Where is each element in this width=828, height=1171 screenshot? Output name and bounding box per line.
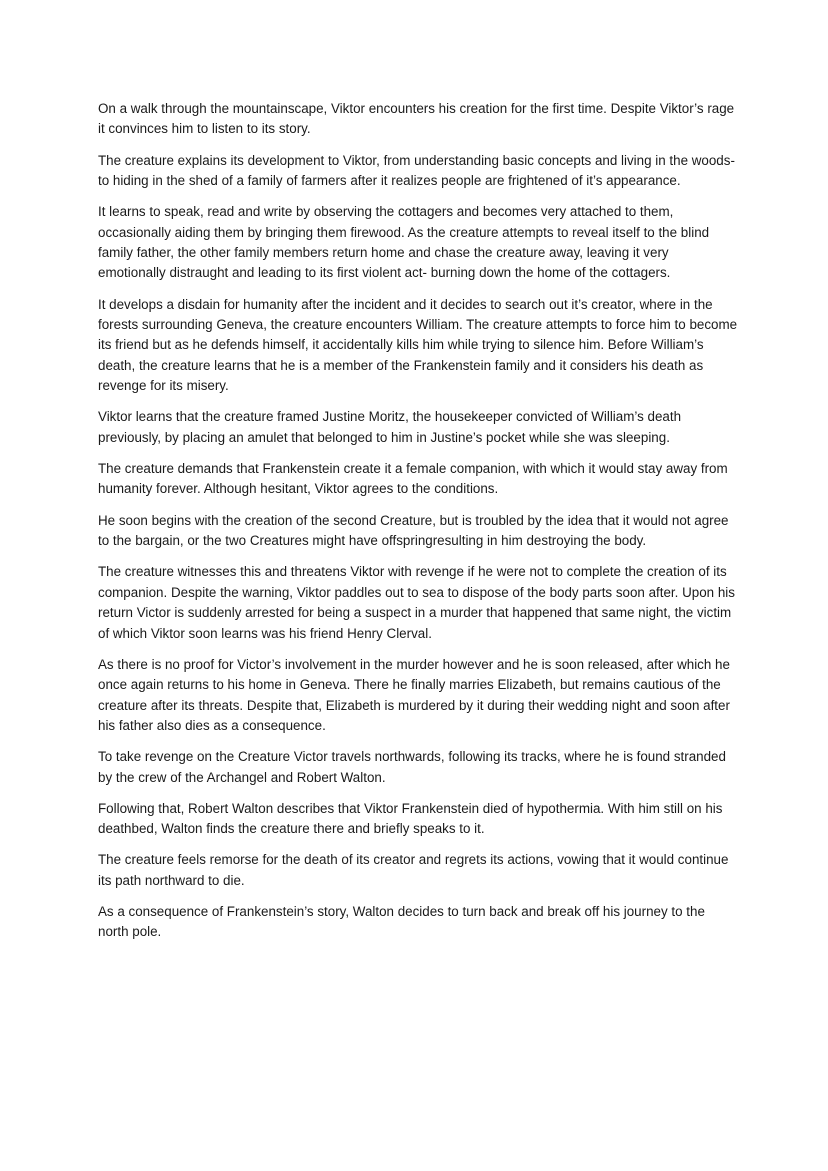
paragraph: The creature witnesses this and threatens Viktor with revenge if he were not to complete the creation of its companion. Despite the warning, Viktor paddles out to sea to dispose of the body parts soon after. Upon his return Victor is suddenly arrested for being a suspect in a murder that happened that same night, the victim of which Viktor soon learns was his friend Henry Clerval. <box>98 564 735 641</box>
paragraph: The creature feels remorse for the death of its creator and regrets its actions, vowing that it would continue its path northward to die. <box>98 852 729 888</box>
paragraph: As there is no proof for Victor’s involvement in the murder however and he is soon released, after which he once again returns to his home in Geneva. There he finally marries Elizabeth, but remains cautious of the creature after its threats. Despite that, Elizabeth is murdered by it during their wedding night and soon after his father also dies as a consequence. <box>98 656 730 733</box>
paragraph: It develops a disdain for humanity after the incident and it decides to search out it’s creator, where in the forests surrounding Geneva, the creature encounters William. The creature attempts to force him to become its friend but as he defends himself, it accidentally kills him while trying to silence him. Before William’s death, the creature learns that he is a member of the Frankenstein family and it considers his death as revenge for its misery. <box>98 296 738 394</box>
paragraph: To take revenge on the Creature Victor travels northwards, following its tracks, where he is found stranded by the crew of the Archangel and Robert Walton. <box>98 749 726 785</box>
paragraph: On a walk through the mountainscape, Viktor encounters his creation for the first time. Despite Viktor’s rage it convinces him to listen to its story. <box>98 101 735 137</box>
document-body <box>98 99 738 954</box>
paragraph: It learns to speak, read and write by observing the cottagers and becomes very attached to them, occasionally aiding them by bringing them firewood. As the creature attempts to reveal itself to the blind family father, the other family members return home and chase the creature away, leaving it very emotionally distraught and leading to its first violent act- burning down the home of the cottagers. <box>98 204 710 281</box>
paragraph: As a consequence of Frankenstein’s story, Walton decides to turn back and break off his journey to the north pole. <box>98 903 705 940</box>
paragraph: He soon begins with the creation of the second Creature, but is troubled by the idea that it would not agree to the bargain, or the two Creatures might have offspringresulting in him destroying the body. <box>98 512 729 549</box>
paragraph: The creature demands that Frankenstein create it a female companion, with which it would stay away from humanity forever. Although hesitant, Viktor agrees to the conditions. <box>98 461 728 497</box>
paragraph: Viktor learns that the creature framed Justine Moritz, the housekeeper convicted of William’s death previously, by placing an amulet that belonged to him in Justine’s pocket while she was sleeping. <box>98 409 682 445</box>
paragraph: Following that, Robert Walton describes that Viktor Frankenstein died of hypothermia. With him still on his deathbed, Walton finds the creature there and briefly speaks to it. <box>98 800 723 837</box>
paragraph: The creature explains its development to Viktor, from understanding basic concepts and living in the woods- to hiding in the shed of a family of farmers after it realizes people are frightened of it’s appearance. <box>98 152 735 189</box>
